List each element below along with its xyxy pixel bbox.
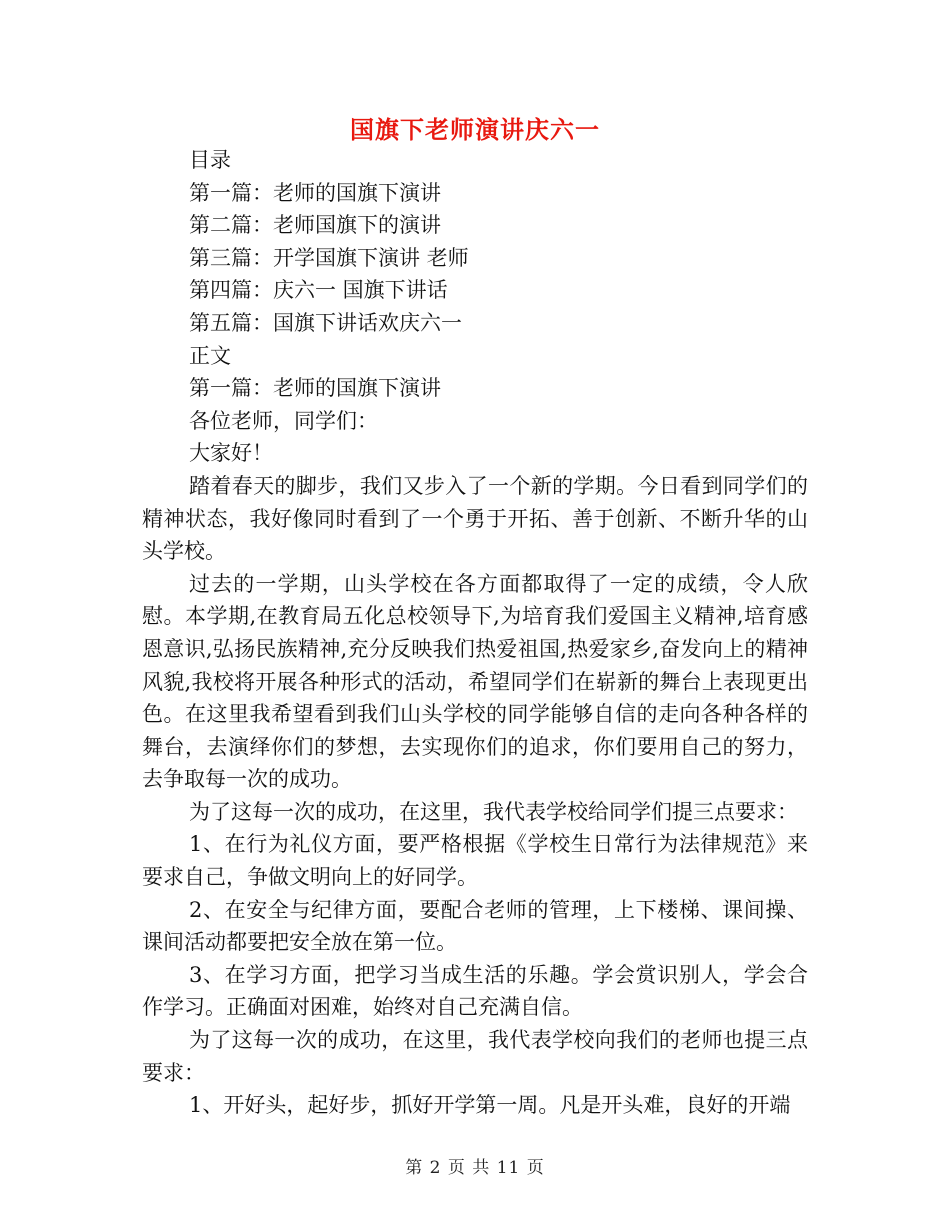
paragraph: 为了这每一次的成功，在这里，我代表学校向我们的老师也提三点要求： xyxy=(142,1028,808,1085)
toc-item: 第五篇：国旗下讲话欢庆六一 xyxy=(189,310,462,335)
document-body xyxy=(142,144,808,1122)
greeting: 大家好！ xyxy=(189,441,273,466)
paragraph: 1、在行为礼仪方面，要严格根据《学校生日常行为法律规范》来要求自己，争做文明向上的好同学。 xyxy=(142,832,808,890)
paragraph: 3、在学习方面，把学习当成生活的乐趣。学会赏识别人，学会合作学习。正确面对困难，始终对自己充满自信。 xyxy=(142,962,808,1020)
document-title: 国旗下老师演讲庆六一 xyxy=(350,115,600,144)
body-heading: 正文 xyxy=(189,343,231,368)
toc-item: 第三篇：开学国旗下演讲 老师 xyxy=(189,245,469,270)
paragraph: 踏着春天的脚步，我们又步入了一个新的学期。今日看到同学们的精神状态，我好像同时看到了一个勇于开拓、善于创新、不断升华的山头学校。 xyxy=(142,473,808,564)
section-title: 第一篇：老师的国旗下演讲 xyxy=(189,376,441,401)
toc-item: 第四篇：庆六一 国旗下讲话 xyxy=(189,278,448,303)
salutation: 各位老师，同学们： xyxy=(189,408,378,433)
toc-item: 第一篇：老师的国旗下演讲 xyxy=(189,180,441,205)
paragraph: 过去的一学期，山头学校在各方面都取得了一定的成绩，令人欣慰。本学期,在教育局五化总校领导下,为培育我们爱国主义精神,培育感恩意识,弘扬民族精神,充分反映我们热爱祖国,热爱家乡,奋发向上的精神风貌,我校将开展各种形式的活动，希望同学们在崭新的舞台上表现更出色。在这里我希望看到我们山头学校的同学能够自信的走向各种各样的舞台，去演绎你们的梦想，去实现你们的追求，你们要用自己的努力，去争取每一次的成功。 xyxy=(142,571,808,792)
page-footer: 第 2 页 共 11 页 xyxy=(405,1158,545,1178)
paragraph: 为了这每一次的成功，在这里，我代表学校给同学们提三点要求： xyxy=(189,799,798,824)
paragraph: 2、在安全与纪律方面，要配合老师的管理，上下楼梯、课间操、课间活动都要把安全放在第一位。 xyxy=(142,897,808,955)
toc-item: 第二篇：老师国旗下的演讲 xyxy=(189,213,441,238)
toc-heading: 目录 xyxy=(189,148,231,172)
paragraph: 1、开好头，起好步，抓好开学第一周。凡是开头难，良好的开端 xyxy=(189,1093,791,1118)
